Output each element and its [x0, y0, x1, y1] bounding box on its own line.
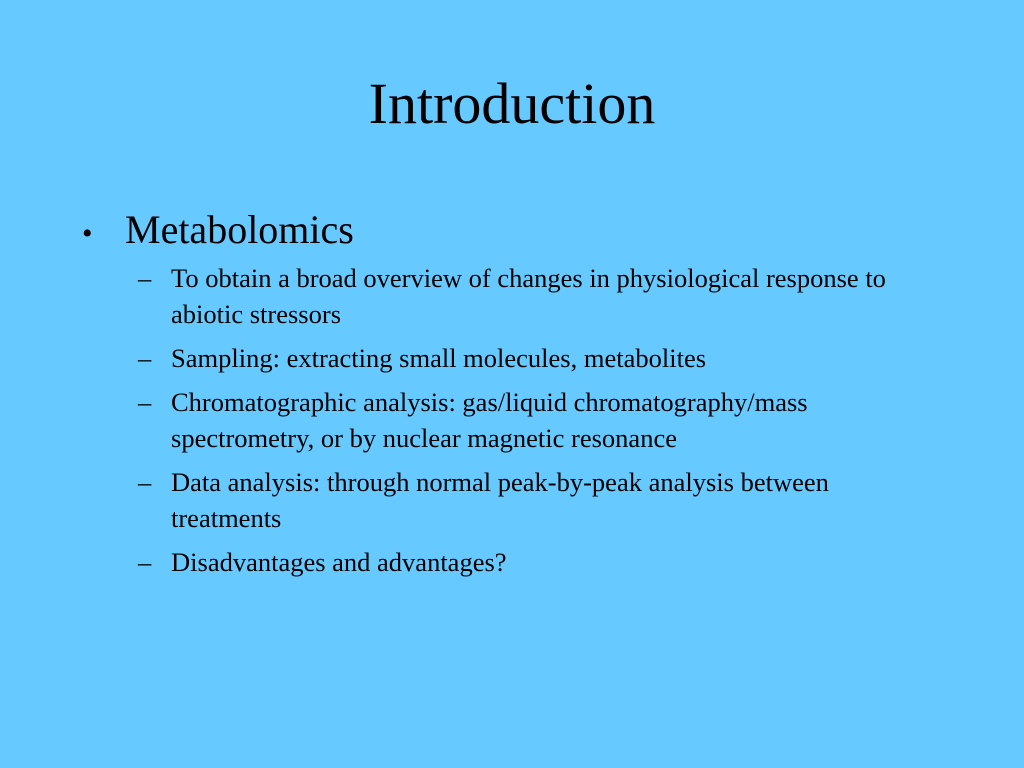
main-bullet	[82, 204, 962, 256]
sub-bullet-marker: –	[138, 263, 152, 293]
sub-bullet-marker: –	[138, 547, 152, 577]
main-bullet-text: Metabolomics	[125, 207, 354, 252]
sub-bullet-text: To obtain a broad overview of changes in physiological response to abiotic stressors	[171, 263, 886, 329]
sub-bullet-text: Disadvantages and advantages?	[171, 547, 507, 577]
sub-bullet-text: Sampling: extracting small molecules, metabolites	[171, 343, 707, 373]
sub-bullet-list	[82, 260, 962, 580]
slide-content	[82, 204, 962, 588]
slide-title: Introduction	[368, 71, 656, 136]
sub-bullet	[138, 384, 962, 456]
sub-bullet-text: Chromatographic analysis: gas/liquid chromatography/mass spectrometry, or by nuclear magnetic resonance	[171, 387, 808, 453]
sub-bullet	[138, 260, 962, 332]
sub-bullet-text: Data analysis: through normal peak-by-peak analysis between treatments	[171, 467, 829, 533]
bullet-marker: •	[82, 217, 93, 250]
sub-bullet	[138, 544, 962, 580]
sub-bullet-marker: –	[138, 343, 152, 373]
sub-bullet	[138, 464, 962, 536]
sub-bullet-marker: –	[138, 387, 152, 417]
sub-bullet	[138, 340, 962, 376]
sub-bullet-marker: –	[138, 467, 152, 497]
